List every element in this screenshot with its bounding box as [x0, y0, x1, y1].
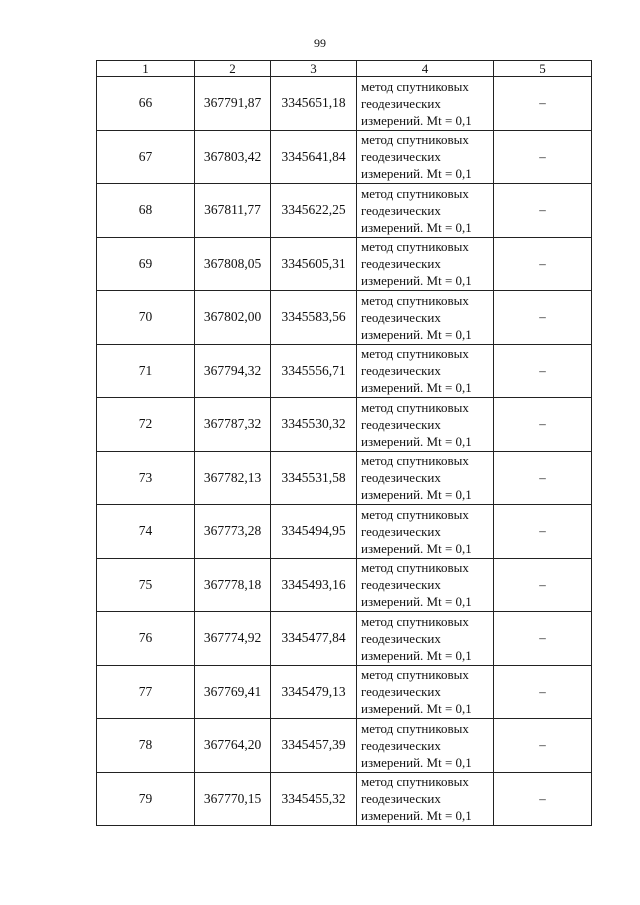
method-line: геодезических — [361, 95, 441, 111]
column-5-cell: – — [494, 505, 592, 559]
method-cell — [357, 665, 494, 719]
method-line: геодезических — [361, 256, 441, 272]
method-cell — [357, 398, 494, 452]
y-coordinate-cell: 3345651,18 — [271, 77, 357, 131]
method-line: измерений. Mt = 0,1 — [361, 647, 472, 663]
point-number-cell: 72 — [97, 398, 195, 452]
page-number: 99 — [314, 36, 326, 50]
column-5-cell: – — [494, 77, 592, 131]
method-line: метод спутниковых — [361, 667, 469, 683]
method-line: метод спутниковых — [361, 132, 469, 148]
method-line: геодезических — [361, 577, 441, 593]
y-coordinate-cell: 3345493,16 — [271, 558, 357, 612]
table-row — [97, 719, 592, 773]
y-coordinate-cell: 3345455,32 — [271, 772, 357, 826]
point-number-cell: 71 — [97, 344, 195, 398]
header-col-2: 2 — [195, 61, 271, 77]
column-5-cell: – — [494, 558, 592, 612]
x-coordinate-cell: 367770,15 — [195, 772, 271, 826]
method-cell — [357, 77, 494, 131]
point-number-cell: 69 — [97, 237, 195, 291]
method-line: геодезических — [361, 684, 441, 700]
table-row — [97, 451, 592, 505]
table-row — [97, 344, 592, 398]
method-line: измерений. Mt = 0,1 — [361, 380, 472, 396]
method-line: измерений. Mt = 0,1 — [361, 166, 472, 182]
x-coordinate-cell: 367774,92 — [195, 612, 271, 666]
table-header — [97, 61, 592, 77]
header-col-4: 4 — [357, 61, 494, 77]
table-row — [97, 665, 592, 719]
method-line: измерений. Mt = 0,1 — [361, 487, 472, 503]
y-coordinate-cell: 3345641,84 — [271, 130, 357, 184]
x-coordinate-cell: 367773,28 — [195, 505, 271, 559]
method-cell — [357, 505, 494, 559]
point-number-cell: 79 — [97, 772, 195, 826]
table-row — [97, 612, 592, 666]
method-line: геодезических — [361, 202, 441, 218]
y-coordinate-cell: 3345605,31 — [271, 237, 357, 291]
method-line: метод спутниковых — [361, 613, 469, 629]
method-line: геодезических — [361, 363, 441, 379]
method-line: измерений. Mt = 0,1 — [361, 326, 472, 342]
x-coordinate-cell: 367808,05 — [195, 237, 271, 291]
method-line: метод спутниковых — [361, 506, 469, 522]
column-5-cell: – — [494, 130, 592, 184]
method-line: метод спутниковых — [361, 399, 469, 415]
point-number-cell: 73 — [97, 451, 195, 505]
y-coordinate-cell: 3345457,39 — [271, 719, 357, 773]
y-coordinate-cell: 3345479,13 — [271, 665, 357, 719]
method-line: геодезических — [361, 149, 441, 165]
method-cell — [357, 291, 494, 345]
method-line: метод спутниковых — [361, 185, 469, 201]
column-5-cell: – — [494, 451, 592, 505]
method-cell — [357, 237, 494, 291]
table-row — [97, 77, 592, 131]
method-line: геодезических — [361, 416, 441, 432]
method-cell — [357, 558, 494, 612]
method-line: геодезических — [361, 630, 441, 646]
x-coordinate-cell: 367811,77 — [195, 184, 271, 238]
point-number-cell: 76 — [97, 612, 195, 666]
y-coordinate-cell: 3345477,84 — [271, 612, 357, 666]
y-coordinate-cell: 3345494,95 — [271, 505, 357, 559]
method-cell — [357, 451, 494, 505]
column-5-cell: – — [494, 184, 592, 238]
method-line: измерений. Mt = 0,1 — [361, 112, 472, 128]
table-row — [97, 505, 592, 559]
x-coordinate-cell: 367769,41 — [195, 665, 271, 719]
method-line: измерений. Mt = 0,1 — [361, 273, 472, 289]
y-coordinate-cell: 3345622,25 — [271, 184, 357, 238]
table-row — [97, 558, 592, 612]
table-row — [97, 398, 592, 452]
table-row — [97, 130, 592, 184]
header-col-3: 3 — [271, 61, 357, 77]
column-5-cell: – — [494, 344, 592, 398]
column-5-cell: – — [494, 719, 592, 773]
point-number-cell: 78 — [97, 719, 195, 773]
method-cell — [357, 719, 494, 773]
point-number-cell: 70 — [97, 291, 195, 345]
column-5-cell: – — [494, 291, 592, 345]
column-5-cell: – — [494, 237, 592, 291]
column-5-cell: – — [494, 772, 592, 826]
x-coordinate-cell: 367803,42 — [195, 130, 271, 184]
point-number-cell: 75 — [97, 558, 195, 612]
column-5-cell: – — [494, 612, 592, 666]
x-coordinate-cell: 367802,00 — [195, 291, 271, 345]
table-row — [97, 237, 592, 291]
y-coordinate-cell: 3345530,32 — [271, 398, 357, 452]
coordinates-table — [96, 60, 592, 826]
x-coordinate-cell: 367787,32 — [195, 398, 271, 452]
method-line: метод спутниковых — [361, 346, 469, 362]
table-row — [97, 184, 592, 238]
method-line: геодезических — [361, 737, 441, 753]
method-line: метод спутниковых — [361, 453, 469, 469]
x-coordinate-cell: 367791,87 — [195, 77, 271, 131]
column-5-cell: – — [494, 665, 592, 719]
method-line: метод спутниковых — [361, 292, 469, 308]
method-line: измерений. Mt = 0,1 — [361, 433, 472, 449]
method-line: метод спутниковых — [361, 774, 469, 790]
header-row — [97, 61, 592, 77]
method-line: геодезических — [361, 791, 441, 807]
method-line: измерений. Mt = 0,1 — [361, 808, 472, 824]
header-col-1: 1 — [97, 61, 195, 77]
method-cell — [357, 772, 494, 826]
method-line: измерений. Mt = 0,1 — [361, 219, 472, 235]
method-line: измерений. Mt = 0,1 — [361, 701, 472, 717]
point-number-cell: 68 — [97, 184, 195, 238]
method-line: геодезических — [361, 309, 441, 325]
y-coordinate-cell: 3345531,58 — [271, 451, 357, 505]
table-row — [97, 291, 592, 345]
y-coordinate-cell: 3345556,71 — [271, 344, 357, 398]
x-coordinate-cell: 367782,13 — [195, 451, 271, 505]
x-coordinate-cell: 367764,20 — [195, 719, 271, 773]
method-line: измерений. Mt = 0,1 — [361, 540, 472, 556]
table-body — [97, 77, 592, 826]
table-row — [97, 772, 592, 826]
method-line: метод спутниковых — [361, 78, 469, 94]
point-number-cell: 66 — [97, 77, 195, 131]
method-cell — [357, 130, 494, 184]
method-line: измерений. Mt = 0,1 — [361, 594, 472, 610]
method-line: измерений. Mt = 0,1 — [361, 754, 472, 770]
method-cell — [357, 344, 494, 398]
x-coordinate-cell: 367794,32 — [195, 344, 271, 398]
column-5-cell: – — [494, 398, 592, 452]
point-number-cell: 77 — [97, 665, 195, 719]
header-col-5: 5 — [494, 61, 592, 77]
method-line: метод спутниковых — [361, 239, 469, 255]
y-coordinate-cell: 3345583,56 — [271, 291, 357, 345]
method-line: метод спутниковых — [361, 720, 469, 736]
method-cell — [357, 184, 494, 238]
method-cell — [357, 612, 494, 666]
point-number-cell: 74 — [97, 505, 195, 559]
point-number-cell: 67 — [97, 130, 195, 184]
method-line: геодезических — [361, 523, 441, 539]
method-line: метод спутниковых — [361, 560, 469, 576]
method-line: геодезических — [361, 470, 441, 486]
x-coordinate-cell: 367778,18 — [195, 558, 271, 612]
